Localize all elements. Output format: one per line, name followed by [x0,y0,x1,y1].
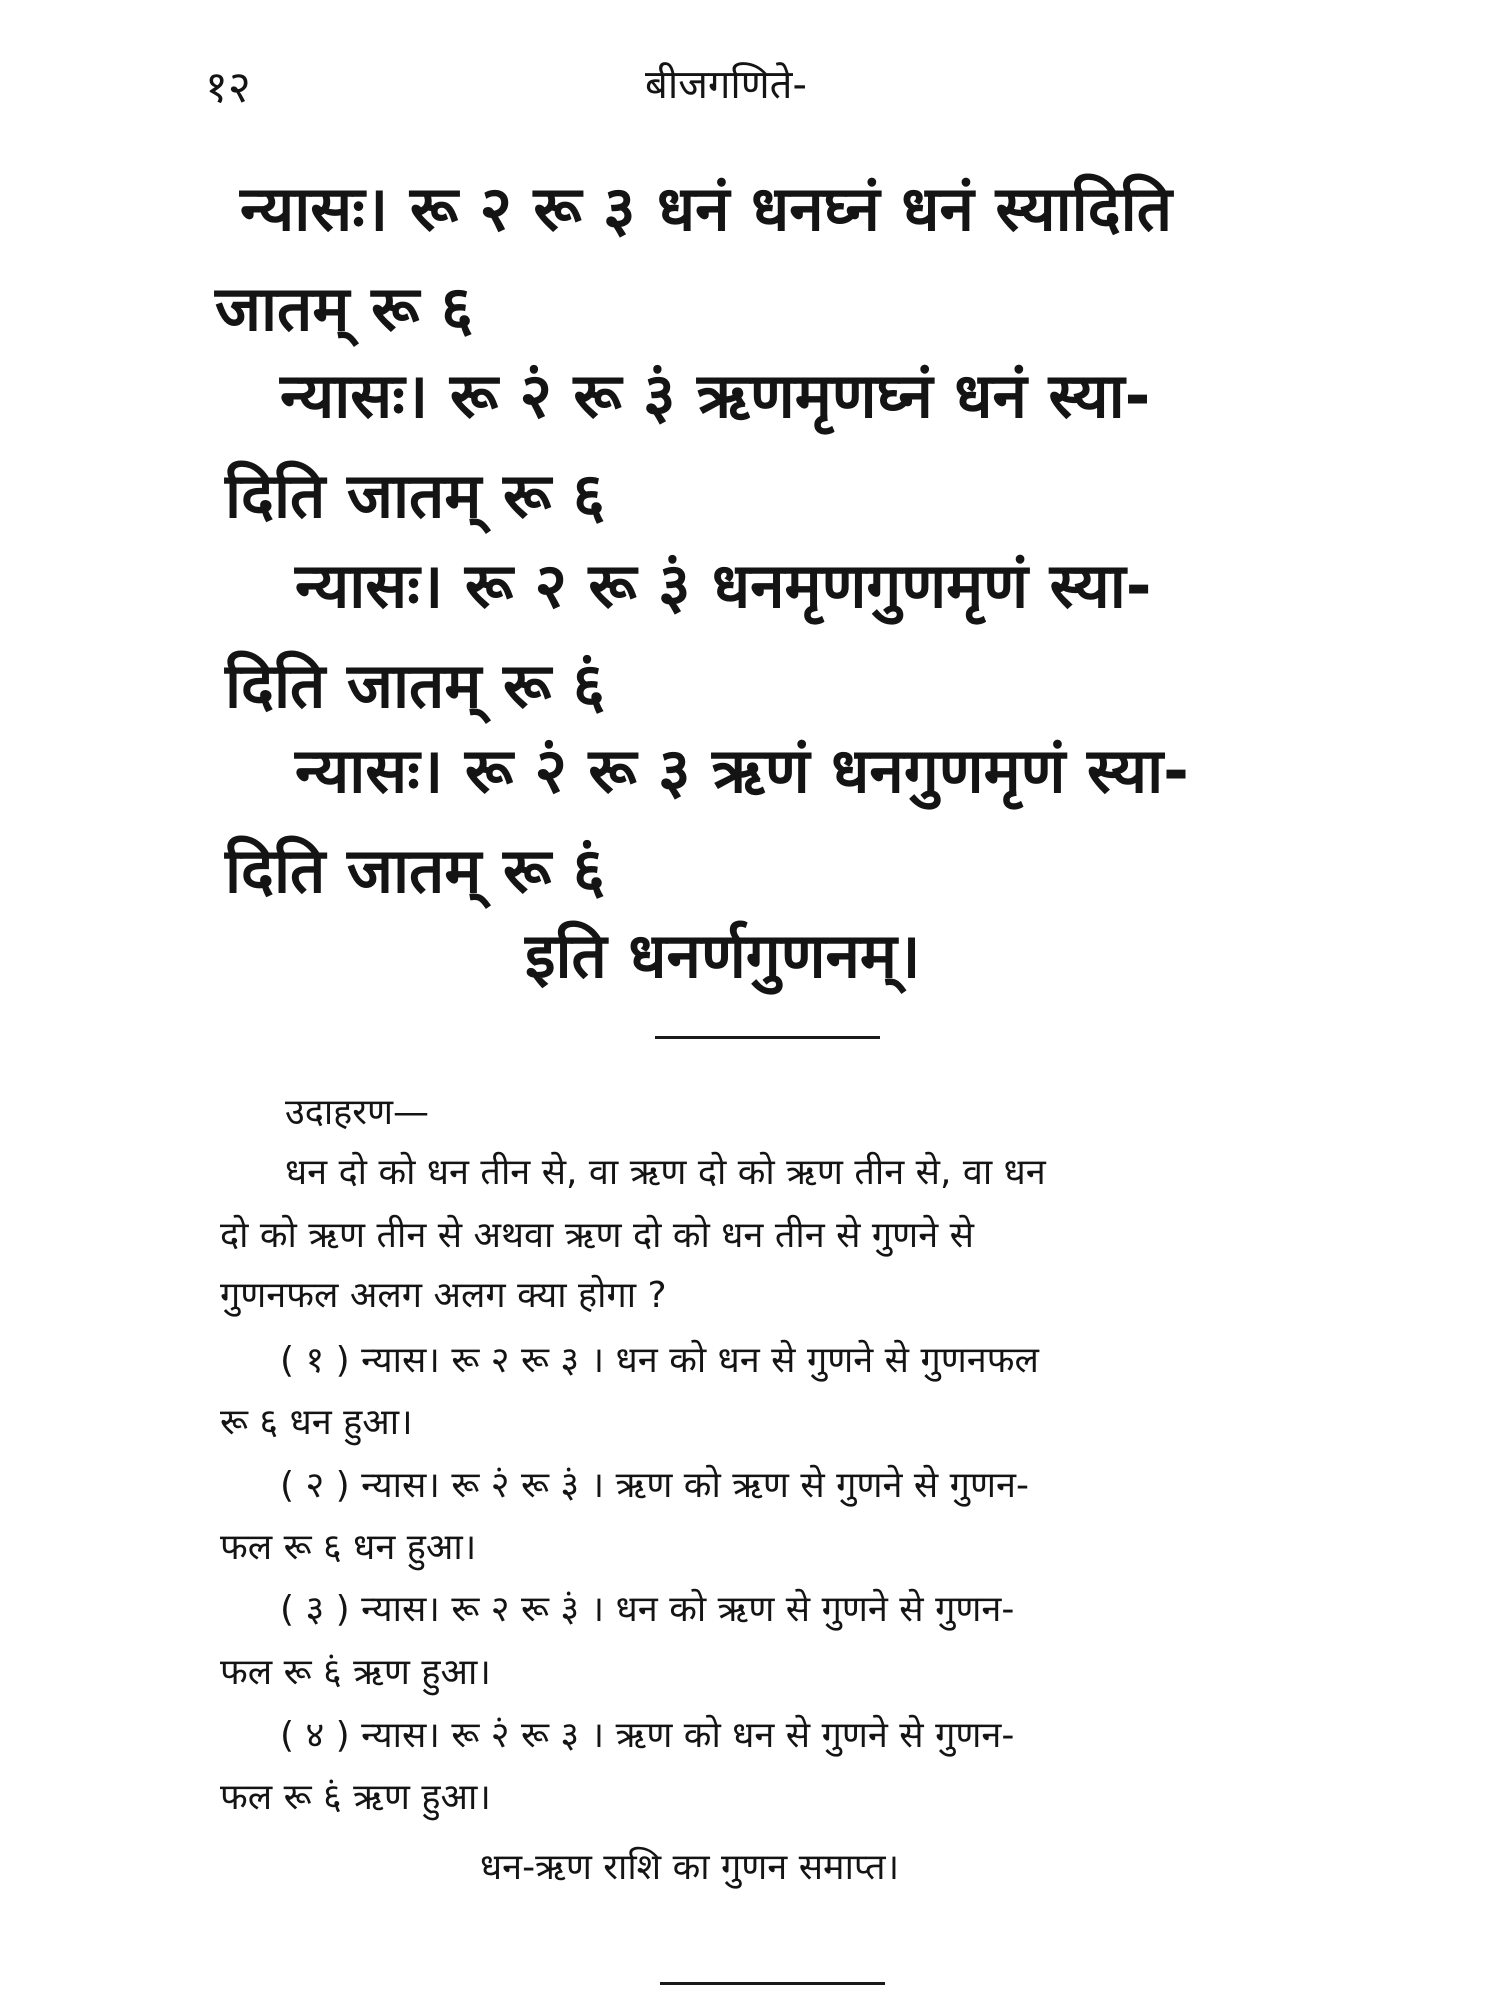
example-line-1: धन दो को धन तीन से, वा ऋण दो को ऋण तीन से, वा धन [285,1152,1046,1193]
section-divider-bottom [660,1982,885,1985]
sanskrit-line-1: न्यासः। रू २ रू ३ धनं धनघ्नं धनं स्यादिति [240,172,1173,245]
sanskrit-line-3: न्यासः। रू २̇ रू ३̇ ऋणमृणघ्नं धनं स्या- [280,359,1151,432]
example-line-8: ( ३ ) न्यास। रू २ रू ३̇ । धन को ऋण से गुणने से गुणन- [280,1589,1015,1630]
page-number: १२ [205,62,251,113]
example-line-10: ( ४ ) न्यास। रू २̇ रू ३ । ऋण को धन से गुणने से गुणन- [280,1715,1015,1756]
sanskrit-line-2: जातम् रू ६ [215,272,474,345]
sanskrit-line-4: दिति जातम् रू ६ [225,459,606,532]
sanskrit-closing: इति धनर्णगुणनम्। [525,919,921,992]
example-line-11: फल रू ६̇ ऋण हुआ। [220,1777,491,1818]
running-title: बीजगणिते- [645,62,807,108]
sanskrit-line-5: न्यासः। रू २ रू ३̇ धनमृणगुणमृणं स्या- [295,549,1152,622]
example-line-2: दो को ऋण तीन से अथवा ऋण दो को धन तीन से गुणने से [220,1215,974,1256]
sanskrit-line-7: न्यासः। रू २̇ रू ३ ऋणं धनगुणमृणं स्या- [295,734,1189,807]
example-line-9: फल रू ६̇ ऋण हुआ। [220,1652,491,1693]
example-line-7: फल रू ६ धन हुआ। [220,1527,477,1568]
example-line-6: ( २ ) न्यास। रू २̇ रू ३̇ । ऋण को ऋण से गुणने से गुणन- [280,1465,1029,1506]
example-line-3: गुणनफल अलग अलग क्या होगा ? [220,1275,667,1316]
example-line-4: ( १ ) न्यास। रू २ रू ३ । धन को धन से गुणने से गुणनफल [280,1340,1039,1381]
section-divider-top [655,1036,880,1039]
sanskrit-line-6: दिति जातम् रू ६̇ [225,649,606,722]
example-line-5: रू ६ धन हुआ। [220,1402,413,1443]
sanskrit-line-8: दिति जातम् रू ६̇ [225,834,606,907]
example-heading: उदाहरण— [285,1092,430,1133]
example-closing: धन-ऋण राशि का गुणन समाप्त। [480,1847,900,1888]
